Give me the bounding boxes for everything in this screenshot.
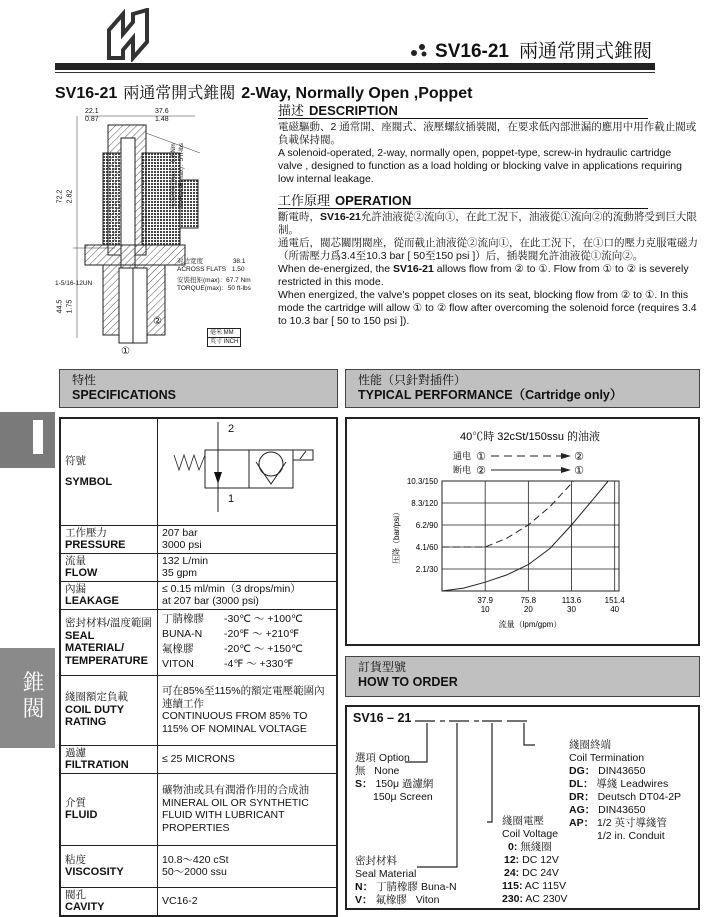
x-tick-label: 10 — [480, 605, 490, 614]
description-heading: 描述 DESCRIPTION — [278, 104, 648, 119]
title-en: 2-Way, Normally Open ,Poppet — [241, 85, 473, 102]
port-1-label: ① — [121, 346, 130, 357]
torque-en: TORQUE(max)：50 ft-lbs — [177, 285, 251, 292]
y-tick-label: 10.3/150 — [406, 477, 438, 486]
description-cn: 電磁驅動、2 通常開、座閥式、液壓螺紋插裝閥，在要求低內部泄漏的應用中用作截止閥或負載保持閥。 — [278, 121, 697, 146]
flats-en: ACROSS FLATS — [177, 266, 227, 273]
table-row-flow: 流量 FLOW 132 L/min 35 gpm — [60, 553, 337, 581]
specs-header — [59, 369, 338, 408]
flats-cn: 对边宽度 — [177, 258, 203, 265]
legend-from: ① — [476, 451, 486, 463]
chart-title: 40℃時 32cSt/150ssu 的油液 — [459, 431, 601, 443]
table-row-coil: 綫圈額定負載 COIL DUTY RATING 可在85%至115%的額定電壓範圍內連續工作 CONTINUOUS FROM 85% TO 115% OF NOMINAL VOLTAGE — [60, 675, 337, 745]
symbol-port-1: 1 — [228, 493, 235, 505]
x-axis-label: 流量（lpm/gpm） — [498, 620, 562, 629]
table-row-symbol: 符號 SYMBOL 2 1 — [60, 418, 337, 525]
section-tab-mark — [33, 420, 43, 454]
y-tick-label: 8.3/120 — [411, 499, 438, 508]
header-rule — [55, 63, 655, 70]
x-tick-label: 30 — [567, 605, 576, 614]
x-tick-label: 20 — [523, 605, 533, 614]
unit-inch: 英寸 INCH — [210, 339, 239, 345]
dim-lower-in: 1.75 — [66, 299, 74, 314]
perf-header-en: TYPICAL PERFORMANCE（Cartridge only） — [358, 388, 623, 402]
legend-to: ② — [574, 451, 584, 463]
dim-top-left: 22.1 — [85, 108, 99, 115]
order-code: SV16 – 21 — [353, 711, 412, 725]
header-title — [410, 36, 652, 63]
y-tick-label: 4.1/60 — [415, 543, 438, 552]
brand-logo — [105, 8, 151, 62]
series-line-solid — [442, 481, 608, 591]
thread-label: 1-5/16-12UN — [55, 280, 93, 287]
specs-header-cn: 特性 — [72, 373, 97, 387]
symbol-port-2: 2 — [228, 423, 235, 435]
header-model: SV16-21 — [435, 41, 509, 62]
operation-cn-1: 斷電時，SV16-21允許油液從②流向①，在此工況下，油液從①流向②的流動將受到巨大限制。 — [278, 211, 697, 236]
perf-header-cn: 性能（只針對插件） — [358, 373, 467, 387]
legend-arrow — [561, 453, 571, 459]
description-section — [278, 104, 698, 328]
flats-mm: 38.1 — [232, 258, 246, 265]
legend-label: 断电 — [452, 465, 471, 475]
legend-label: 通电 — [452, 451, 471, 461]
y-tick-label: 2.1/30 — [415, 565, 438, 574]
dim-top-right: 37.6 — [155, 108, 169, 115]
title-cn: 兩通常開式錐閥 — [123, 85, 236, 102]
valve-symbol — [158, 418, 338, 525]
operation-heading: 工作原理 OPERATION — [278, 194, 648, 209]
y-tick-label: 6.2/90 — [415, 521, 438, 530]
x-tick-label: 151.4 — [604, 596, 625, 605]
performance-header — [345, 369, 700, 408]
x-tick-label: 75.8 — [520, 596, 537, 605]
operation-cn-2: 通電后，閥芯關閉閥座，從而截止油液從②流向①，在此工況下，在①口的壓力克服電磁力（所需壓力爲3.4至10.3 bar [ 50至150 psi ]）后，插裝閥允許油液從①流向②。 — [278, 237, 698, 262]
description-en: A solenoid-operated, 2-way, normally open, poppet-type, screw-in hydraulic cartridge valve , designed to function as a load holding or blocking valve in applications requiring low internal leakage. — [278, 147, 682, 185]
table-row-seal: 密封材料/溫度範圍 SEAL MATERIAL/ TEMPERATURE 丁腈橡膠 -30℃ ～ +100℃ BUNA-N -20℉ ～ +210℉ 氟橡膠 -20℃ ～ +150℃ VITON -4℉ ～ +330℉ — [60, 609, 337, 675]
x-tick-label: 40 — [610, 605, 620, 614]
header-thin-rule — [55, 72, 655, 73]
table-row-cavity: 閥孔 CAVITY VC16-2 — [60, 887, 337, 916]
plot-frame — [442, 481, 619, 591]
performance-chart — [345, 417, 700, 646]
order-header-cn: 訂貨型號 — [358, 660, 407, 674]
dim-height: 72.2 — [56, 189, 64, 204]
legend-arrow — [561, 467, 571, 473]
header-title-cn: 兩通常開式錐閥 — [518, 41, 652, 62]
table-row-viscosity: 粘度 VISCOSITY 10.8～420 cSt 50～2000 ssu — [60, 845, 337, 887]
page-title — [55, 80, 472, 103]
specifications-table — [59, 417, 338, 917]
order-header-en: HOW TO ORDER — [358, 675, 458, 689]
dim-top-right-in: 1.48 — [155, 116, 169, 123]
section-tab — [0, 412, 55, 468]
three-dots-icon — [410, 43, 430, 57]
valve-drawing — [55, 108, 277, 360]
dim-height-in: 2.82 — [66, 189, 74, 204]
table-row-filtration: 過濾 FILTRATION ≤ 25 MICRONS — [60, 745, 337, 773]
coil-torque-cn: 安裝扭矩(max)：6.8 Nm — [171, 143, 177, 208]
flats-in: 1.50 — [231, 266, 245, 273]
torque-cn: 安裝扭矩(max)：67.7 Nm — [177, 277, 251, 284]
table-row-leakage: 內漏 LEAKAGE ≤ 0.15 ml/min（3 drops/min） at 207 bar (3000 psi) — [60, 581, 337, 609]
dim-top-left-in: 0.87 — [85, 116, 99, 123]
unit-mm: 毫米 MM — [208, 329, 240, 338]
x-tick-label: 37.9 — [477, 596, 493, 605]
order-code-box: SV16 – 21 選項 Option 無 None S： 150μ 過濾網 150μ Screen 密封材料 Seal Material N： 丁腈橡膠 Buna-N V： 氟橡膠 Viton 綫圈電壓 Coil Voltage 0: 無綫圈 12: DC 12V 24: DC 24V 115: AC 115V 230: AC 230V 綫圈終端 Coil Termination DG： DIN43650 DL： 導綫 Leadwires DR： Deutsch DT04-2P AG： DIN43650 AP： 1/2 英寸導綫管 1/2 in. Conduit — [345, 705, 700, 910]
title-model: SV16-21 — [55, 85, 118, 102]
dim-lower: 44.5 — [56, 299, 64, 314]
operation-en-2: When energized, the valve's poppet closes on its seat, blocking flow from ② to ①. In this mode the cartridge will allow ① to ② flow after overcoming the solenoid force (requires 3.4 to 10.3 bar [ 50 to 150 psi ]). — [278, 289, 697, 327]
port-2-label: ② — [153, 316, 162, 327]
operation-en-1: When de-energized, the SV16-21 allows flow from ② to ①. Flow from ① to ② is severely restricted in this mode. — [278, 263, 689, 288]
x-tick-label: 113.6 — [561, 596, 582, 605]
legend-to: ① — [574, 465, 584, 477]
coil-torque-en: TORQUE(max)：5 ft-lbs — [179, 143, 185, 208]
order-header — [345, 656, 700, 697]
legend-from: ② — [476, 465, 486, 477]
table-row-pressure: 工作壓力 PRESSURE 207 bar 3000 psi — [60, 525, 337, 553]
series-line-dashed — [442, 481, 574, 547]
category-tab: 錐閥 — [0, 648, 55, 748]
table-row-fluid: 介質 FLUID 礦物油或具有潤滑作用的合成油 MINERAL OIL OR SYNTHETIC FLUID WITH LUBRICANT PROPERTIES — [60, 773, 337, 845]
y-axis-label: 压降（bar/psi） — [392, 507, 401, 565]
specs-header-en: SPECIFICATIONS — [72, 388, 176, 402]
